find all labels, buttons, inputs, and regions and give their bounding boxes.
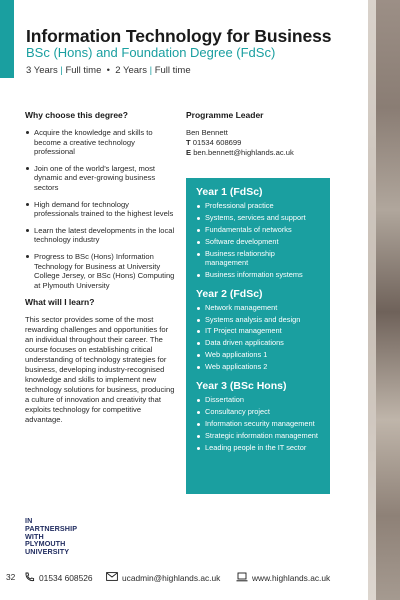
footer-phone[interactable] [24,572,93,584]
cropped-photo [368,0,400,600]
module-item: Information security management [196,420,320,429]
partnership-logo [25,517,77,556]
why-item: Acquire the knowledge and skills to become a creative technology professional [25,128,175,157]
leader-heading: Programme Leader [186,110,264,120]
module-item: Network management [196,304,320,313]
laptop-icon [236,572,248,584]
module-item: Systems analysis and design [196,316,320,325]
why-item: Learn the latest developments in the local technology industry [25,226,175,245]
partner-line: PLYMOUTH [25,539,66,549]
partner-line: UNIVERSITY [25,547,70,557]
page-number: 32 [6,572,16,582]
partner-line: WITH [25,531,44,541]
duration-years-1: 3 Years [26,65,58,76]
partner-line: IN [25,516,33,525]
module-item: Leading people in the IT sector [196,444,320,453]
phone-icon [24,572,35,584]
why-heading: Why choose this degree? [25,110,128,120]
footer-website[interactable] [236,572,330,584]
leader-email-value[interactable]: ben.bennett@highlands.ac.uk [193,148,294,157]
why-item: Join one of the world’s largest, most dynamic and ever-growing business sectors [25,164,175,193]
module-item: Business relationship management [196,250,320,268]
year1-heading: Year 1 (FdSc) [196,186,263,198]
footer-email[interactable] [106,572,220,583]
footer-website-text: www.highlands.ac.uk [252,573,331,583]
course-duration [26,65,191,76]
year3-modules [196,396,320,453]
year2-modules [196,304,320,373]
page-title: Information Technology for Business [26,26,332,46]
module-item: IT Project management [196,327,320,336]
leader-phone-label: T [186,138,191,147]
module-item: Consultancy project [196,408,320,417]
learn-heading: What will I learn? [25,297,95,308]
duration-years-2: 2 Years [115,65,147,76]
duration-mode-1: Full time [65,65,102,76]
envelope-icon [106,572,118,583]
leader-name: Ben Bennett [186,128,228,137]
footer-email-text: ucadmin@highlands.ac.uk [122,572,221,583]
why-item: Progress to BSc (Hons) Information Technology for Business at University College Jersey, or BSc (Hons) Computing at Plymouth University [25,252,175,290]
year2-heading: Year 2 (FdSc) [196,287,263,300]
leader-email [186,148,330,158]
page-subtitle: BSc (Hons) and Foundation Degree (FdSc) [26,45,276,60]
leader-phone-value[interactable]: 01534 608699 [192,138,242,147]
module-item: Web applications 2 [196,363,320,372]
why-item: High demand for technology professionals trained to the highest levels [25,200,175,219]
module-item: Web applications 1 [196,351,320,360]
title-accent-bar [0,0,14,78]
leader-phone [186,138,330,148]
year1-modules [196,202,320,280]
duration-bullet: • [104,65,113,76]
why-list [25,128,175,290]
module-item: Fundamentals of networks [196,226,320,235]
module-item: Business information systems [196,271,320,280]
modules-panel [186,178,330,494]
module-item: Systems, services and support [196,214,320,223]
programme-leader [186,110,330,158]
module-item: Dissertation [196,396,320,405]
left-column [25,110,175,425]
leader-email-label: E [186,148,192,157]
year3-heading: Year 3 (BSc Hons) [196,380,287,393]
module-item: Data driven applications [196,339,320,348]
learn-paragraph: This sector provides some of the most rewarding challenges and opportunities for an individual throughout their career. The course focuses on establishing critical understanding of technology strategies for business, developing industry-recognised knowledge and skills to implement new technology solutions for business, producing a culture of innovation and creativity that exploits technology for competitive advantage. [25,315,175,425]
module-item: Strategic information management [196,432,320,441]
module-item: Software development [196,238,320,247]
page-footer [0,572,368,588]
partner-line: PARTNERSHIP [25,523,78,533]
module-item: Professional practice [196,202,320,211]
duration-separator: | [60,65,63,76]
footer-phone-text: 01534 608526 [39,573,93,583]
duration-separator: | [149,65,153,76]
duration-mode-2: Full time [154,65,191,76]
